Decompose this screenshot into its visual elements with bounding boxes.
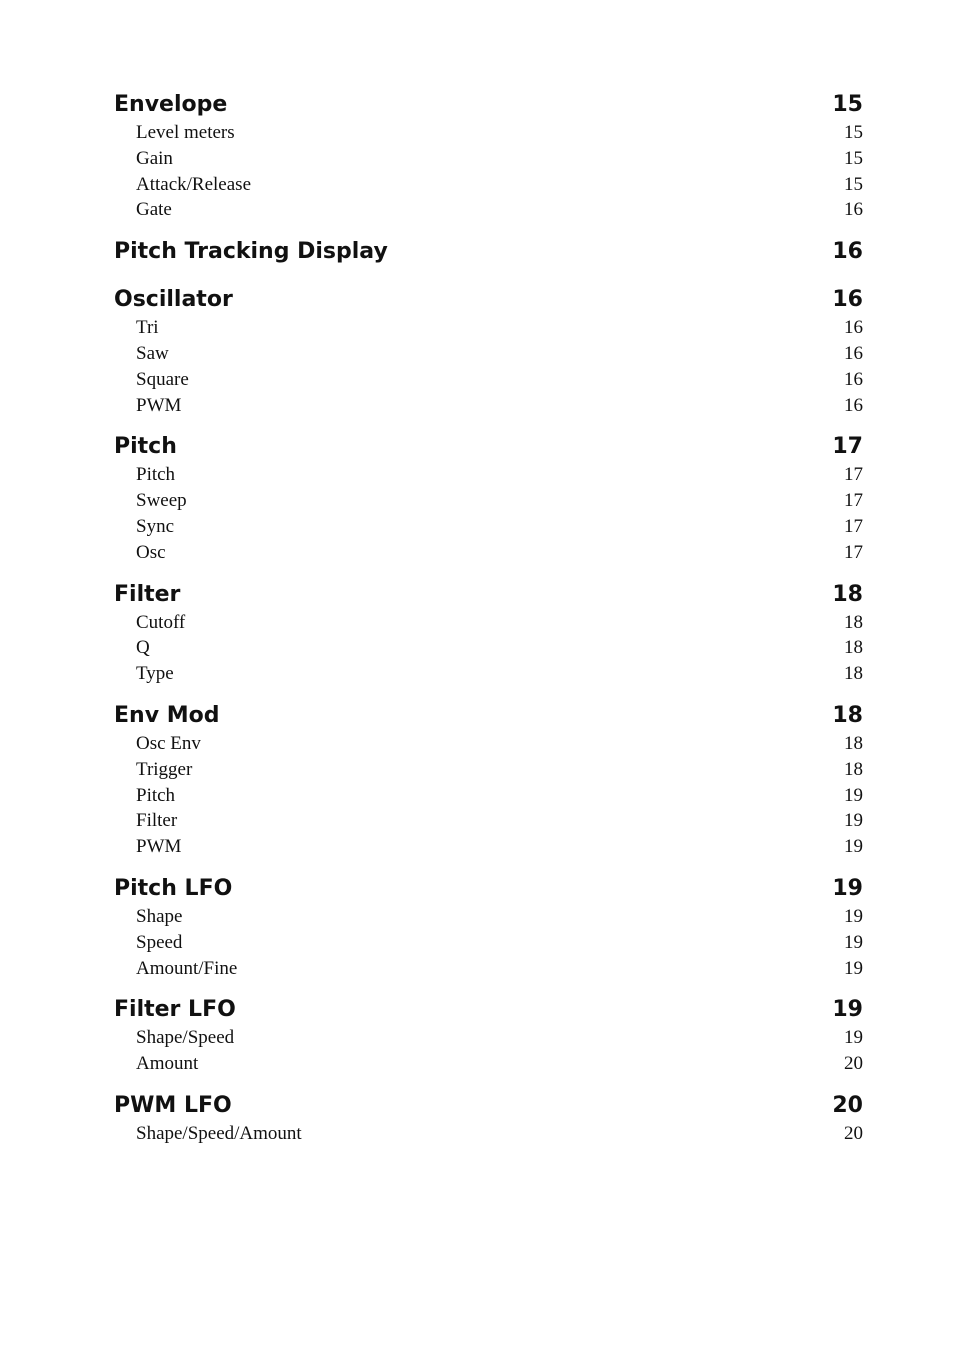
entry-label: Pitch bbox=[136, 784, 176, 806]
entry-page-number: 16 bbox=[844, 199, 863, 221]
section-page-number: 19 bbox=[832, 875, 863, 901]
toc-entry[interactable] bbox=[114, 661, 863, 687]
toc-entry[interactable] bbox=[114, 731, 863, 757]
entry-page-number: 17 bbox=[844, 541, 863, 563]
toc-entry-list bbox=[114, 120, 863, 223]
entry-page-number: 15 bbox=[844, 173, 863, 195]
toc-entry[interactable] bbox=[114, 610, 863, 636]
section-title: Filter LFO bbox=[114, 997, 236, 1023]
entry-page-number: 16 bbox=[844, 317, 863, 339]
entry-page-number: 18 bbox=[844, 611, 863, 633]
entry-label: Osc bbox=[136, 541, 166, 563]
entry-page-number: 19 bbox=[844, 931, 863, 953]
toc-section bbox=[114, 697, 863, 860]
toc-section bbox=[114, 991, 863, 1077]
section-page-number: 20 bbox=[832, 1092, 863, 1118]
toc-entry-list bbox=[114, 315, 863, 418]
toc-section-heading[interactable] bbox=[114, 576, 863, 614]
entry-label: Type bbox=[136, 663, 174, 685]
toc-entry-list bbox=[114, 1121, 863, 1147]
entry-page-number: 19 bbox=[844, 784, 863, 806]
entry-page-number: 19 bbox=[844, 1027, 863, 1049]
entry-label: Shape bbox=[136, 905, 183, 927]
entry-page-number: 19 bbox=[844, 810, 863, 832]
toc-section-heading[interactable] bbox=[114, 233, 863, 271]
toc-entry[interactable] bbox=[114, 1025, 863, 1051]
entry-label: Pitch bbox=[136, 464, 176, 486]
toc-section-heading[interactable] bbox=[114, 281, 863, 319]
entry-page-number: 18 bbox=[844, 758, 863, 780]
toc-section bbox=[114, 281, 863, 418]
section-page-number: 16 bbox=[832, 239, 863, 265]
entry-label: Gain bbox=[136, 147, 173, 169]
entry-label: Gate bbox=[136, 199, 172, 221]
toc-section bbox=[114, 428, 863, 565]
toc-section bbox=[114, 86, 863, 223]
entry-page-number: 16 bbox=[844, 342, 863, 364]
toc-entry[interactable] bbox=[114, 540, 863, 566]
entry-page-number: 19 bbox=[844, 905, 863, 927]
entry-page-number: 20 bbox=[844, 1053, 863, 1075]
toc-section-heading[interactable] bbox=[114, 697, 863, 735]
entry-page-number: 19 bbox=[844, 957, 863, 979]
entry-label: PWM bbox=[136, 836, 182, 858]
entry-page-number: 17 bbox=[844, 464, 863, 486]
entry-label: Sync bbox=[136, 515, 174, 537]
entry-page-number: 18 bbox=[844, 663, 863, 685]
section-title: PWM LFO bbox=[114, 1092, 232, 1118]
entry-page-number: 20 bbox=[844, 1122, 863, 1144]
entry-label: Amount bbox=[136, 1053, 199, 1075]
section-page-number: 15 bbox=[832, 92, 863, 117]
section-title: Pitch LFO bbox=[114, 875, 233, 901]
toc-section-heading[interactable] bbox=[114, 86, 863, 124]
toc-entry[interactable] bbox=[114, 367, 863, 393]
section-page-number: 19 bbox=[832, 997, 863, 1023]
toc-entry-list bbox=[114, 904, 863, 981]
entry-label: Attack/Release bbox=[136, 173, 252, 195]
toc-entry[interactable] bbox=[114, 757, 863, 783]
entry-label: Sweep bbox=[136, 490, 187, 512]
entry-page-number: 15 bbox=[844, 122, 863, 143]
toc-entry[interactable] bbox=[114, 956, 863, 982]
section-title: Oscillator bbox=[114, 287, 233, 313]
entry-page-number: 19 bbox=[844, 836, 863, 858]
toc-section-heading[interactable] bbox=[114, 991, 863, 1029]
section-page-number: 18 bbox=[832, 581, 863, 607]
entry-page-number: 17 bbox=[844, 490, 863, 512]
entry-page-number: 18 bbox=[844, 637, 863, 659]
toc-entry-list bbox=[114, 731, 863, 860]
section-title: Env Mod bbox=[114, 702, 220, 728]
toc-entry[interactable] bbox=[114, 146, 863, 172]
toc-entry[interactable] bbox=[114, 635, 863, 661]
entry-label: Level meters bbox=[136, 122, 235, 143]
entry-page-number: 16 bbox=[844, 394, 863, 416]
entry-label: Cutoff bbox=[136, 611, 186, 633]
toc-entry[interactable] bbox=[114, 488, 863, 514]
toc-entry[interactable] bbox=[114, 1121, 863, 1147]
toc-entry[interactable] bbox=[114, 783, 863, 809]
section-page-number: 18 bbox=[832, 702, 863, 728]
toc-entry[interactable] bbox=[114, 930, 863, 956]
toc-section bbox=[114, 233, 863, 271]
toc-section-heading[interactable] bbox=[114, 870, 863, 908]
toc-entry-list bbox=[114, 1025, 863, 1077]
entry-label: Osc Env bbox=[136, 732, 201, 754]
toc-entry-list bbox=[114, 462, 863, 565]
toc-entry[interactable] bbox=[114, 1051, 863, 1077]
entry-label: PWM bbox=[136, 394, 182, 416]
entry-label: Amount/Fine bbox=[136, 957, 238, 979]
toc-section bbox=[114, 1087, 863, 1147]
section-title: Envelope bbox=[114, 92, 228, 117]
section-page-number: 17 bbox=[832, 434, 863, 460]
toc-entry-list bbox=[114, 610, 863, 687]
toc-entry[interactable] bbox=[114, 341, 863, 367]
section-title: Pitch bbox=[114, 434, 177, 460]
section-page-number: 16 bbox=[832, 287, 863, 313]
entry-label: Tri bbox=[136, 317, 159, 339]
entry-label: Square bbox=[136, 368, 189, 390]
table-of-contents bbox=[114, 86, 863, 1157]
toc-section-heading[interactable] bbox=[114, 428, 863, 466]
entry-label: Q bbox=[136, 637, 150, 659]
toc-entry[interactable] bbox=[114, 808, 863, 834]
entry-page-number: 15 bbox=[844, 147, 863, 169]
entry-label: Saw bbox=[136, 342, 169, 364]
toc-entry[interactable] bbox=[114, 172, 863, 198]
entry-page-number: 18 bbox=[844, 732, 863, 754]
entry-label: Speed bbox=[136, 931, 183, 953]
toc-section bbox=[114, 870, 863, 981]
entry-label: Filter bbox=[136, 810, 178, 832]
toc-entry[interactable] bbox=[114, 462, 863, 488]
toc-entry[interactable] bbox=[114, 834, 863, 860]
entry-label: Trigger bbox=[136, 758, 193, 780]
toc-section-heading[interactable] bbox=[114, 1087, 863, 1125]
entry-label: Shape/Speed bbox=[136, 1027, 235, 1049]
toc-entry[interactable] bbox=[114, 120, 863, 146]
toc-entry[interactable] bbox=[114, 514, 863, 540]
entry-page-number: 17 bbox=[844, 515, 863, 537]
toc-entry[interactable] bbox=[114, 393, 863, 419]
toc-section bbox=[114, 576, 863, 687]
section-title: Pitch Tracking Display bbox=[114, 239, 388, 265]
entry-label: Shape/Speed/Amount bbox=[136, 1122, 302, 1144]
entry-page-number: 16 bbox=[844, 368, 863, 390]
section-title: Filter bbox=[114, 581, 181, 607]
toc-entry[interactable] bbox=[114, 197, 863, 223]
